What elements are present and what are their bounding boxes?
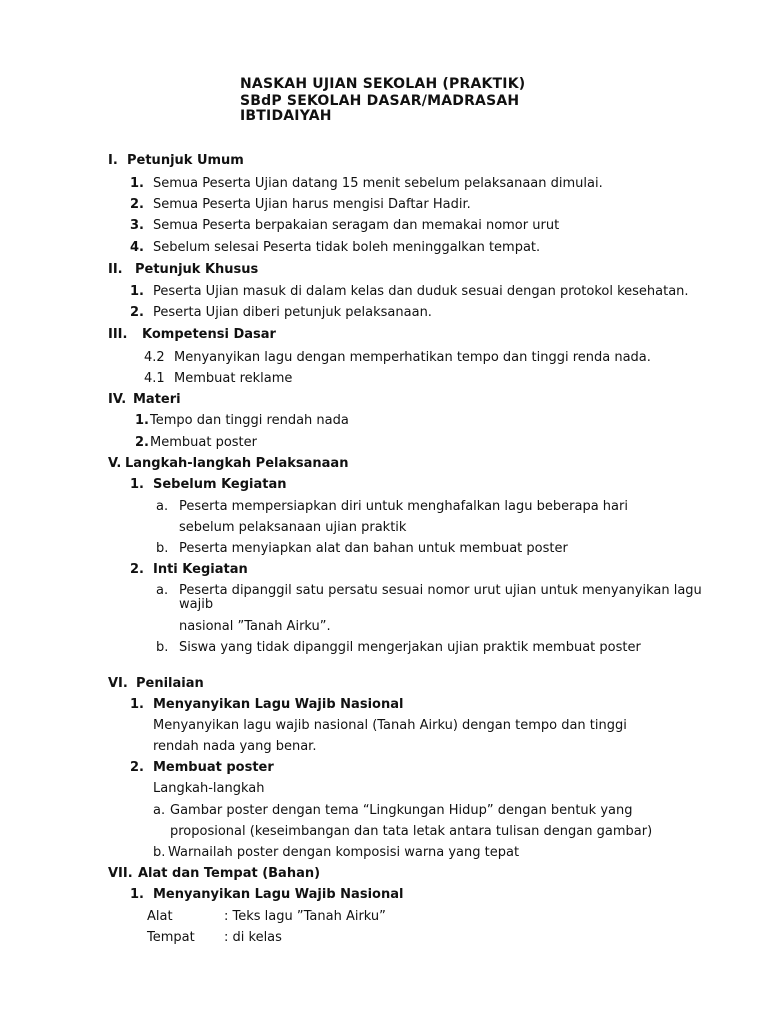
paragraph-text-continued: rendah nada yang benar.: [153, 739, 317, 754]
sub-item-text: Gambar poster dengan tema “Lingkungan Hidup” dengan bentuk yang: [170, 803, 633, 818]
subsection-heading: Sebelum Kegiatan: [153, 477, 287, 492]
list-item-text: Semua Peserta Ujian harus mengisi Daftar Hadir.: [153, 197, 471, 212]
list-item-number: 3.: [130, 218, 144, 233]
field-value: : di kelas: [224, 930, 282, 945]
list-item-number: 4.: [130, 240, 144, 255]
section-2-number: II.: [108, 262, 123, 277]
section-4-number: IV.: [108, 392, 127, 407]
list-item-number: 1.: [130, 284, 144, 299]
subsection-number: 2.: [130, 760, 144, 775]
sub-item-text-continued: nasional ”Tanah Airku”.: [179, 619, 331, 634]
list-item-text: Semua Peserta berpakaian seragam dan memakai nomor urut: [153, 218, 560, 233]
sub-item-text: Warnailah poster dengan komposisi warna yang tepat: [168, 845, 520, 860]
section-6-number: VI.: [108, 676, 128, 691]
competency-number: 4.1: [144, 371, 165, 386]
paragraph-text: Langkah-langkah: [153, 781, 265, 796]
section-6-heading: Penilaian: [136, 676, 204, 691]
list-item-text: Membuat poster: [150, 435, 257, 450]
competency-number: 4.2: [144, 350, 165, 365]
section-3-heading: Kompetensi Dasar: [142, 327, 276, 342]
sub-item-letter: b.: [153, 845, 166, 860]
sub-item-letter: a.: [156, 583, 169, 598]
sub-item-text-continued: sebelum pelaksanaan ujian praktik: [179, 520, 407, 535]
list-item-number: 1.: [130, 176, 144, 191]
subsection-heading: Menyanyikan Lagu Wajib Nasional: [153, 697, 404, 712]
list-item-text: Peserta Ujian diberi petunjuk pelaksanaan.: [153, 305, 432, 320]
section-1-heading: Petunjuk Umum: [127, 153, 244, 168]
sub-item-text: Peserta mempersiapkan diri untuk menghafalkan lagu beberapa hari: [179, 499, 628, 514]
subsection-number: 1.: [130, 887, 144, 902]
list-item-number: 2.: [135, 435, 149, 450]
section-1-number: I.: [108, 153, 118, 168]
sub-item-letter: b.: [156, 640, 169, 655]
list-item-text: Peserta Ujian masuk di dalam kelas dan duduk sesuai dengan protokol kesehatan.: [153, 284, 689, 299]
subsection-number: 1.: [130, 477, 144, 492]
section-7-heading: Alat dan Tempat (Bahan): [138, 866, 321, 881]
field-label: Tempat: [147, 930, 195, 945]
section-3-number: III.: [108, 327, 128, 342]
competency-text: Menyanyikan lagu dengan memperhatikan tempo dan tinggi renda nada.: [174, 350, 651, 365]
field-label: Alat: [147, 909, 173, 924]
field-value: : Teks lagu ”Tanah Airku”: [224, 909, 386, 924]
section-2-heading: Petunjuk Khusus: [135, 262, 259, 277]
list-item-text: Sebelum selesai Peserta tidak boleh meninggalkan tempat.: [153, 240, 541, 255]
sub-item-text: Peserta menyiapkan alat dan bahan untuk membuat poster: [179, 541, 568, 556]
list-item-number: 2.: [130, 197, 144, 212]
sub-item-letter: b.: [156, 541, 169, 556]
subsection-heading: Membuat poster: [153, 760, 274, 775]
paragraph-text: Menyanyikan lagu wajib nasional (Tanah Airku) dengan tempo dan tinggi: [153, 718, 627, 733]
list-item-number: 1.: [135, 413, 149, 428]
sub-item-text: Siswa yang tidak dipanggil mengerjakan ujian praktik membuat poster: [179, 640, 641, 655]
sub-item-text-continued: proposional (keseimbangan dan tata letak antara tulisan dengan gambar): [170, 824, 653, 839]
competency-text: Membuat reklame: [174, 371, 293, 386]
document-title-line-1: NASKAH UJIAN SEKOLAH (PRAKTIK): [240, 76, 526, 92]
subsection-heading: Menyanyikan Lagu Wajib Nasional: [153, 887, 404, 902]
sub-item-text: Peserta dipanggil satu persatu sesuai nomor urut ujian untuk menyanyikan lagu: [179, 583, 702, 598]
list-item-number: 2.: [130, 305, 144, 320]
section-7-number: VII.: [108, 866, 133, 881]
subsection-number: 1.: [130, 697, 144, 712]
list-item-text: Semua Peserta Ujian datang 15 menit sebelum pelaksanaan dimulai.: [153, 176, 603, 191]
subsection-number: 2.: [130, 562, 144, 577]
document-title-line-3: IBTIDAIYAH: [240, 108, 332, 124]
section-5-number: V.: [108, 456, 122, 471]
subsection-heading: Inti Kegiatan: [153, 562, 248, 577]
document-title-line-2: SBdP SEKOLAH DASAR/MADRASAH: [240, 93, 520, 109]
section-5-heading: Langkah-langkah Pelaksanaan: [125, 456, 349, 471]
sub-item-text-wrap: wajib: [179, 597, 214, 612]
section-4-heading: Materi: [133, 392, 181, 407]
sub-item-letter: a.: [156, 499, 169, 514]
list-item-text: Tempo dan tinggi rendah nada: [150, 413, 349, 428]
sub-item-letter: a.: [153, 803, 166, 818]
